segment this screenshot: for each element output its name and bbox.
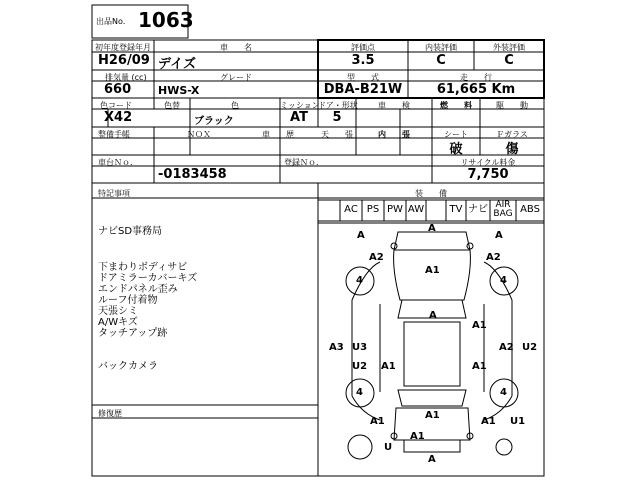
equipment-label: 装 備 [415,189,447,198]
equip-pw: PW [387,204,403,215]
drive-label: 駆 動 [496,101,528,110]
inspection-label: 車 検 [378,101,410,110]
note-line: 天張シミ [98,306,138,317]
displacement-value: 660 [104,82,132,97]
chassis-label: 車台Ｎｏ． [98,158,138,167]
grade-score-value: 3.5 [351,53,375,68]
lot-number: 1063 [138,8,194,32]
damage-mark: U [384,442,393,453]
color-value: ブラック [194,116,234,127]
note-line: ルーフ付着物 [98,295,158,306]
model-label: 型 式 [347,73,379,82]
damage-mark: A1 [381,361,396,372]
tire-depth-front-right: 4 [500,275,507,286]
damage-mark: A1 [370,416,385,427]
damage-mark: A1 [425,410,440,421]
damage-mark: A2 [369,252,384,263]
glass-label: Ｆガラス [496,130,528,139]
color-code-value: X42 [104,110,133,125]
note-line: A/Wキズ [98,317,138,328]
color-label: 色 [231,101,239,110]
equip-ac: AC [344,204,358,215]
mileage-value: 61,665 Km [436,82,516,97]
car-name-value: デイズ [158,57,196,72]
damage-mark: A [429,310,437,321]
damage-mark: A [428,454,436,465]
note-line: タッチアップ跡 [98,328,168,339]
damage-mark: A2 [486,252,501,263]
first-reg-value: H26/09 [98,53,150,68]
chassis-value: -0183458 [158,167,227,182]
equip-ps: PS [366,204,380,215]
note-line: バックカメラ [98,361,158,372]
exterior-label: 外装評価 [493,43,525,52]
interior-label: 内装評価 [425,43,457,52]
equip-abs: ABS [520,204,540,215]
recycle-value: 7,750 [467,167,509,182]
seat-value: 破 [449,142,463,157]
glass-value: 傷 [505,142,519,157]
mission-value: AT [290,110,308,125]
first-reg-label: 初年度登録年月 [95,43,151,52]
grade-score-label: 評価点 [351,43,375,52]
recycle-label: リサイクル料金 [460,158,516,167]
notes-label: 特記事項 [98,189,130,198]
damage-mark: A1 [481,416,496,427]
equip-airbag: AIR BAG [493,200,513,219]
car-name-label: 車 名 [220,43,252,52]
doors-label: ドア・形状 [318,101,358,110]
damage-mark: A [428,223,436,234]
lot-label: 出品No． [96,17,131,26]
tire-depth-rear-right: 4 [500,387,507,398]
mission-label: ミッション [280,101,320,110]
equip-aw: AW [407,204,425,215]
color-code-label: 色コード [100,101,132,110]
manual-label: 整備手帳 [98,130,130,139]
nox-label: ＮＯＸ [187,130,211,139]
grade-label: グレード [220,73,252,82]
history-label: 車 歴 [262,130,294,139]
damage-mark: U1 [510,416,526,427]
damage-mark: U2 [522,342,538,353]
color-sub-label: 色替 [164,101,180,110]
damage-mark: A1 [472,361,487,372]
damage-mark: U3 [352,342,368,353]
roof-label: 天 張 [321,130,353,139]
repair-label: 修復歴 [98,409,122,418]
note-line: ドアミラーカバーキズ [98,273,198,284]
exterior-value: C [504,53,514,68]
displacement-label: 排気量 (cc) [105,73,147,82]
model-value: DBA-B21W [323,82,403,97]
damage-mark: A1 [472,320,487,331]
damage-mark: A [495,230,503,241]
equip-tv: TV [449,204,463,215]
damage-mark: A3 [329,342,344,353]
damage-mark: U2 [352,361,368,372]
fuel-label: 燃 料 [440,101,472,110]
interior-trim-label: 内 張 [378,130,410,139]
note-line: ナビSD事務局 [98,226,163,237]
damage-mark: A [357,230,365,241]
seat-label: シート [444,130,468,139]
doors-value: 5 [332,110,342,125]
damage-mark: A2 [499,342,514,353]
interior-value: C [436,53,446,68]
note-line: 下まわりボディサビ [98,262,188,273]
damage-mark: A1 [425,265,440,276]
equip-navi: ナビ [468,204,488,215]
reg-no-label: 登録Ｎｏ． [284,158,324,167]
tire-depth-front-left: 4 [356,275,363,286]
note-line: エンドパネル歪み [98,284,178,295]
grade-value: HWS-X [158,84,200,97]
tire-depth-rear-left: 4 [356,387,363,398]
mileage-label: 走 行 [460,73,492,82]
damage-mark: A1 [410,431,425,442]
